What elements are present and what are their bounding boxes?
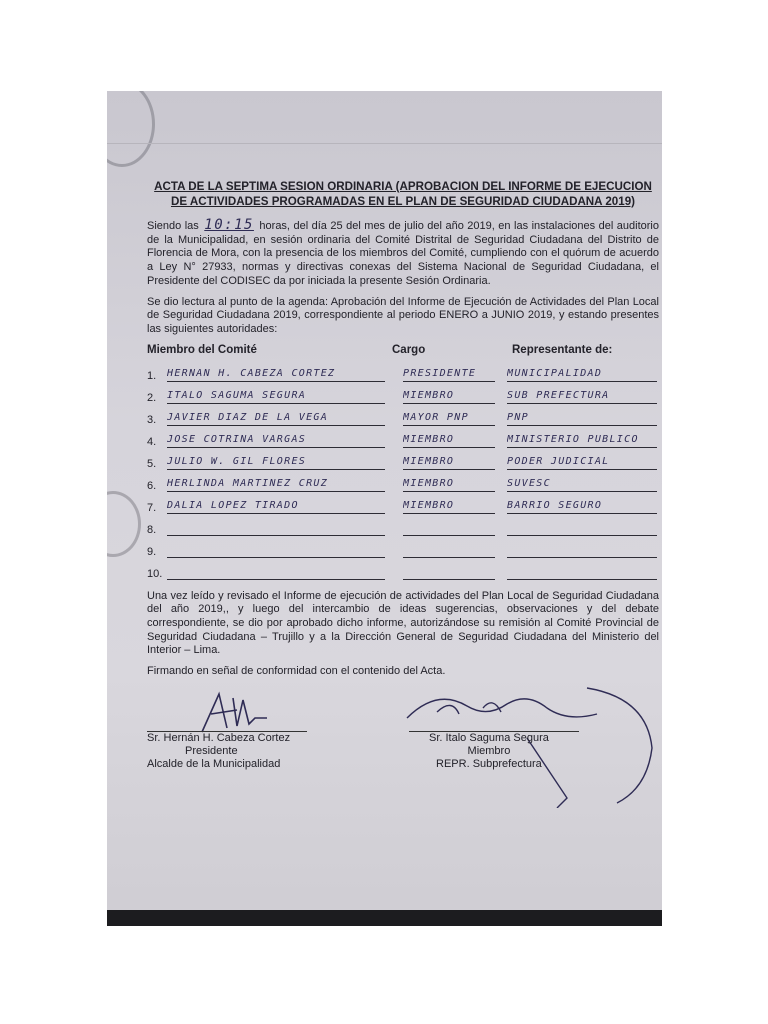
row-number: 8. <box>147 523 157 536</box>
seal-stamp-top <box>107 91 155 167</box>
member-role-field <box>403 411 495 426</box>
member-row <box>147 426 659 448</box>
member-rep-field <box>507 499 657 514</box>
member-row <box>147 492 659 514</box>
member-rep: MUNICIPALIDAD <box>507 367 603 379</box>
signing-statement: Firmando en señal de conformidad con el contenido del Acta. <box>147 665 446 678</box>
member-rep-field <box>507 367 657 382</box>
seal-stamp-left <box>107 491 141 557</box>
member-role: PRESIDENTE <box>403 367 477 379</box>
member-role: MIEMBRO <box>403 433 455 445</box>
session-time: 10:15 <box>204 217 254 233</box>
member-name: DALIA LOPEZ TIRADO <box>167 499 299 511</box>
intro-paragraph <box>147 219 659 289</box>
member-rep: SUB PREFECTURA <box>507 389 610 401</box>
members-header <box>147 344 659 356</box>
member-name-field <box>167 389 385 404</box>
member-row <box>147 448 659 470</box>
member-name-field <box>167 367 385 382</box>
member-row <box>147 404 659 426</box>
document-body <box>147 180 659 786</box>
member-name-field <box>167 433 385 448</box>
member-role-field <box>403 455 495 470</box>
member-rep-field <box>507 477 657 492</box>
header-role: Cargo <box>392 343 426 356</box>
member-name-field <box>167 411 385 426</box>
member-name: JAVIER DIAZ DE LA VEGA <box>167 411 329 423</box>
member-role-field <box>403 543 495 558</box>
member-role: MIEMBRO <box>403 455 455 467</box>
signer-org: REPR. Subprefectura <box>436 757 542 770</box>
member-role-field <box>403 521 495 536</box>
member-rep-field <box>507 411 657 426</box>
member-rep-field <box>507 455 657 470</box>
member-row <box>147 514 659 536</box>
member-name: JOSE COTRINA VARGAS <box>167 433 307 445</box>
member-rep: SUVESC <box>507 477 551 489</box>
member-name-field <box>167 455 385 470</box>
member-rep-field <box>507 543 657 558</box>
member-name-field <box>167 543 385 558</box>
signer-role: Presidente <box>185 744 238 757</box>
paper-fold <box>107 143 662 144</box>
member-role-field <box>403 477 495 492</box>
member-name: JULIO W. GIL FLORES <box>167 455 307 467</box>
member-role: MAYOR PNP <box>403 411 469 423</box>
row-number: 2. <box>147 391 157 404</box>
signer-name: Sr. Hernán H. Cabeza Cortez <box>147 731 291 744</box>
member-name: HERLINDA MARTINEZ CRUZ <box>167 477 329 489</box>
row-number: 10. <box>147 567 163 580</box>
member-role-field <box>403 433 495 448</box>
member-row <box>147 558 659 580</box>
member-row <box>147 360 659 382</box>
member-role-field <box>403 367 495 382</box>
member-name-field <box>167 477 385 492</box>
row-number: 4. <box>147 435 157 448</box>
signatures-block <box>147 686 659 786</box>
member-rep: PODER JUDICIAL <box>507 455 610 467</box>
member-rep: MINISTERIO PUBLICO <box>507 433 639 445</box>
member-name-field <box>167 521 385 536</box>
row-number: 5. <box>147 457 157 470</box>
member-rep-field <box>507 389 657 404</box>
closing-paragraph: Una vez leído y revisado el Informe de ejecución de actividades del Plan Local de Seguridad Ciudadana del año 2019,, y luego del intercambio de ideas sugerencias, observaciones y del debate correspondiente, se dio por aprobado dicho informe, autorizándose su remisión al Comité Provincial de Seguridad Ciudadana – Trujillo y a la Dirección General de Seguridad Ciudadana del Ministerio del Interior – Lima. <box>147 589 659 657</box>
document-title: ACTA DE LA SEPTIMA SESION ORDINARIA (APROBACION DEL INFORME DE EJECUCION DE ACTIVIDADES PROGRAMADAS EN EL PLAN DE SEGURIDAD CIUDADANA 2019) <box>154 180 652 208</box>
signer-org: Alcalde de la Municipalidad <box>147 757 281 770</box>
member-rep-field <box>507 521 657 536</box>
signature-left <box>147 732 290 771</box>
intro-start: Siendo las <box>147 220 203 232</box>
member-name-field <box>167 499 385 514</box>
intro-rest: horas, del día 25 del mes de julio del año 2019, en las instalaciones del auditorio de la Municipalidad, en sesión ordinaria del Comité Distrital de Seguridad Ciudadana del Distrito de Florencia de Mora, con la presencia de los miembros del Comité, cumpliendo con el quórum de acuerdo a Ley N° 27933, normas y directivas conexas del Sistema Nacional de Seguridad Ciudadana, el Presidente del CODISEC da por iniciada la presente Sesión Ordinaria. <box>147 220 659 287</box>
member-rep-field <box>507 433 657 448</box>
member-row <box>147 382 659 404</box>
signer-role: Miembro <box>467 744 511 757</box>
signer-name: Sr. Italo Saguma Segura <box>429 731 549 744</box>
header-member: Miembro del Comité <box>147 343 257 356</box>
row-number: 1. <box>147 369 157 382</box>
row-number: 7. <box>147 501 157 514</box>
member-row <box>147 470 659 492</box>
member-rep: BARRIO SEGURO <box>507 499 603 511</box>
row-number: 3. <box>147 413 157 426</box>
member-role-field <box>403 389 495 404</box>
member-name: HERNAN H. CABEZA CORTEZ <box>167 367 336 379</box>
member-role-field <box>403 499 495 514</box>
member-rep: PNP <box>507 411 529 423</box>
row-number: 6. <box>147 479 157 492</box>
member-rep-field <box>507 565 657 580</box>
member-row <box>147 536 659 558</box>
member-role: MIEMBRO <box>403 389 455 401</box>
signature-left-scribble <box>197 688 277 736</box>
row-number: 9. <box>147 545 157 558</box>
header-representative: Representante de: <box>512 343 613 356</box>
member-name-field <box>167 565 385 580</box>
signature-right <box>429 732 549 771</box>
members-list <box>147 360 659 580</box>
member-role-field <box>403 565 495 580</box>
member-name: ITALO SAGUMA SEGURA <box>167 389 307 401</box>
member-role: MIEMBRO <box>403 499 455 511</box>
agenda-paragraph: Se dio lectura al punto de la agenda: Aprobación del Informe de Ejecución de Actividades del Plan Local de Seguridad Ciudadana 2019, correspondiente al periodo ENERO a JUNIO 2019, y estando presentes las siguientes autoridades: <box>147 295 659 335</box>
member-role: MIEMBRO <box>403 477 455 489</box>
